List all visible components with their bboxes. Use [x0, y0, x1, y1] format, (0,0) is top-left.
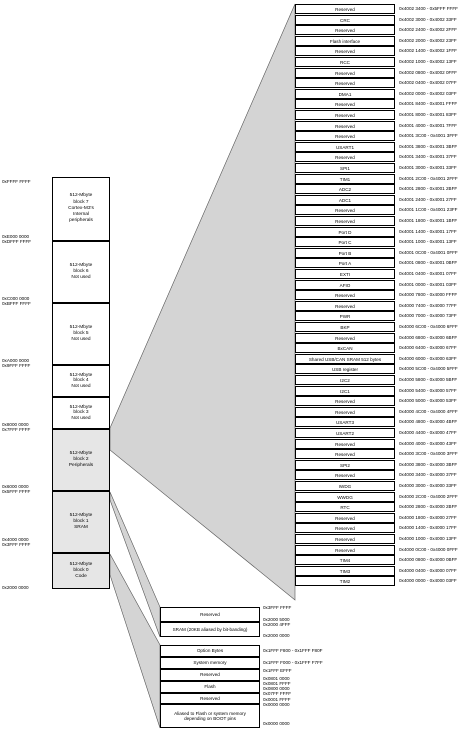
- peripheral-address-range: 0x4002 0000 - 0x4002 03FF: [399, 90, 457, 96]
- peripheral-register: Reserved: [295, 407, 395, 417]
- peripheral-address-range: 0x4000 1000 - 0x4000 13FF: [399, 536, 457, 541]
- peripheral-address-range: 0x4000 1800 - 0x4000 27FF: [399, 514, 457, 520]
- block-7: [52, 177, 110, 241]
- code-region-flash-label: Flash: [204, 684, 216, 690]
- peripheral-address-range: 0x4001 2400 - 0x4001 27FF: [399, 196, 457, 202]
- block-3-line-2: block 3: [73, 410, 89, 416]
- block-5-line-2: block 5: [73, 330, 89, 336]
- block-2-line-3: Peripherals: [68, 463, 94, 469]
- peripheral-address-range: 0x4000 2800 - 0x4000 2BFF: [399, 504, 458, 510]
- block-2-line-1: 512-Mbyte: [69, 450, 93, 456]
- peripheral-register: Reserved: [295, 131, 395, 141]
- block-1-line-2: block 1: [73, 518, 89, 524]
- block-3: [52, 397, 110, 429]
- code-address: 0x1FFF EFFF: [263, 668, 292, 673]
- code-region-flash: [160, 681, 260, 693]
- peripheral-address-range: 0x4000 0000 - 0x4000 03FF: [399, 578, 457, 584]
- code-address: 0x07FF FFFF: [263, 691, 292, 696]
- peripheral-address-range: 0x4000 3C00 - 0x4000 3FFF: [399, 451, 458, 457]
- peripheral-address-range: 0x4002 3000 - 0x4002 33FF: [399, 16, 457, 22]
- peripheral-address-range: 0x4002 2000 - 0x4002 23FF: [399, 37, 457, 43]
- peripheral-address-range: 0x4001 1400 - 0x4001 17FF: [399, 228, 457, 234]
- code-expansion-wedge: [110, 554, 160, 728]
- peripheral-address-range: 0x4002 2400 - 0x4002 2FFF: [399, 27, 457, 33]
- peripheral-address-range: 0x4000 1400 - 0x4000 17FF: [399, 525, 457, 531]
- boundary-address: 0x2000 0000: [2, 585, 29, 590]
- peripheral-register: I2C2: [295, 375, 395, 385]
- code-region-reserved-2-label: Reserved: [200, 672, 220, 678]
- code-region-reserved: [160, 607, 260, 622]
- block-4-line-1: 512-Mbyte: [69, 373, 93, 379]
- peripheral-register: RTC: [295, 502, 395, 512]
- code-region-aliased: [160, 704, 260, 728]
- peripheral-register: TIM3: [295, 566, 395, 576]
- peripheral-address-range: 0x4000 6C00 - 0x4000 6FFF: [399, 324, 458, 329]
- peripheral-register: Reserved: [295, 333, 395, 343]
- peripheral-address-range: 0x4001 0000 - 0x4001 03FF: [399, 281, 457, 287]
- block-4-line-3: Not used: [71, 383, 91, 389]
- peripheral-register: Reserved: [295, 301, 395, 311]
- peripheral-address-range: 0x4001 0800 - 0x4001 0BFF: [399, 260, 458, 266]
- peripheral-address-range: 0x4000 5C00 - 0x4000 5FFF: [399, 366, 458, 372]
- peripheral-register: AFIO: [295, 280, 395, 290]
- boundary-address: 0x8000 0000: [2, 422, 29, 427]
- code-address: 0x2000 0000: [263, 633, 290, 638]
- boundary-address: 0xC000 0000: [2, 296, 30, 301]
- peripheral-address-range: 0x4001 8000 - 0x4001 83FF: [399, 112, 457, 117]
- peripheral-expansion-wedge: [110, 4, 295, 600]
- peripheral-address-range: 0x4001 1800 - 0x4001 1BFF: [399, 218, 458, 223]
- code-address: 0x0801 FFFF: [263, 681, 291, 686]
- peripheral-address-range: 0x4000 3800 - 0x4000 3BFF: [399, 461, 458, 467]
- peripheral-register: Reserved: [295, 68, 395, 78]
- block-5-line-3: Not used: [71, 337, 91, 343]
- peripheral-address-range: 0x4001 0C00 - 0x4001 0FFF: [399, 249, 458, 255]
- peripheral-register: Reserved: [295, 449, 395, 459]
- peripheral-register: Reserved: [295, 25, 395, 35]
- boundary-address: 0x5FFF FFFF: [2, 489, 31, 494]
- peripheral-address-range: 0x4000 5000 - 0x4000 53FF: [399, 398, 457, 404]
- code-address: 0x0800 0000: [263, 686, 290, 691]
- code-address: 0x1FFF F800 - 0x1FFF F80F: [263, 648, 323, 653]
- block-7-line-5: peripherals: [69, 218, 93, 224]
- peripheral-register: Reserved: [295, 205, 395, 215]
- block-3-line-3: Not used: [71, 415, 91, 421]
- code-region-sram: [160, 622, 260, 637]
- peripheral-register: Reserved: [295, 545, 395, 555]
- peripheral-register: TIM1: [295, 174, 395, 184]
- peripheral-register: ADC1: [295, 195, 395, 205]
- peripheral-address-range: 0x4000 3000 - 0x4000 33FF: [399, 483, 457, 488]
- peripheral-address-range: 0x4001 1000 - 0x4001 13FF: [399, 239, 457, 245]
- code-region-reserved-label: Reserved: [200, 611, 220, 617]
- peripheral-address-range: 0x4001 3000 - 0x4001 33FF: [399, 165, 457, 170]
- block-6-line-1: 512-Mbyte: [69, 262, 93, 268]
- peripheral-register: Reserved: [295, 78, 395, 88]
- peripheral-address-range: 0x4000 0400 - 0x4000 07FF: [399, 567, 457, 573]
- code-region-option-bytes: [160, 645, 260, 657]
- code-region-reserved-3: [160, 693, 260, 704]
- block-7-line-4: Internal: [73, 212, 89, 218]
- code-address: 0x1FFF F000 - 0x1FFF F7FF: [263, 660, 323, 665]
- peripheral-address-range: 0x4000 6000 - 0x4000 63FF: [399, 355, 457, 361]
- peripheral-register: CRC: [295, 15, 395, 25]
- block-0-code: [52, 553, 110, 589]
- peripheral-register: USART3: [295, 417, 395, 427]
- peripheral-address-range: 0x4000 6800 - 0x4000 6BFF: [399, 334, 458, 340]
- code-region-aliased-line-1: Aliased to Flash or system memory: [174, 710, 246, 716]
- peripheral-address-range: 0x4000 4000 - 0x4000 43FF: [399, 440, 457, 446]
- peripheral-register: Shared USB/CAN SRAM 512 bytes: [295, 354, 395, 364]
- peripheral-register: Port C: [295, 237, 395, 247]
- code-region-sram-label: SRAM (20KB aliased by bit-banding): [172, 626, 248, 632]
- peripheral-address-range: 0x4000 4C00 - 0x4000 4FFF: [399, 408, 458, 414]
- peripheral-address-range: 0x4000 4400 - 0x4000 47FF: [399, 430, 457, 435]
- boundary-address: 0xFFFF FFFF: [2, 179, 31, 184]
- peripheral-address-range: 0x4000 3400 - 0x4000 37FF: [399, 472, 457, 478]
- peripheral-address-range: 0x4001 3800 - 0x4001 3BFF: [399, 143, 458, 149]
- block-4-line-2: block 4: [73, 378, 89, 384]
- block-5: [52, 303, 110, 365]
- boundary-address: 0x6000 0000: [2, 484, 29, 489]
- code-address: 0x0000 0000: [263, 721, 290, 726]
- block-3-line-1: 512-Mbyte: [69, 405, 93, 411]
- code-address: 0x0001 FFFF: [263, 697, 291, 702]
- peripheral-register: Reserved: [295, 4, 395, 14]
- peripheral-address-range: 0x4002 0800 - 0x4002 0FFF: [399, 69, 457, 75]
- block-4: [52, 365, 110, 397]
- boundary-address: 0x3FFF FFFF: [2, 542, 31, 547]
- peripheral-address-range: 0x4001 0400 - 0x4001 07FF: [399, 271, 457, 276]
- peripheral-register: BKP: [295, 322, 395, 332]
- peripheral-address-range: 0x4002 0400 - 0x4002 07FF: [399, 80, 457, 86]
- code-address: 0x0801 0000: [263, 676, 290, 681]
- boundary-address: 0x4000 0000: [2, 537, 29, 542]
- code-region-system-memory-label: System memory: [193, 660, 227, 666]
- peripheral-register: Reserved: [295, 470, 395, 480]
- peripheral-register: Reserved: [295, 99, 395, 109]
- block-0-line-1: 512-Mbyte: [69, 561, 93, 567]
- code-region-reserved-3-label: Reserved: [200, 695, 220, 701]
- peripheral-register: Reserved: [295, 523, 395, 533]
- code-address: 0x2000 4FFF: [263, 622, 291, 627]
- peripheral-address-range: 0x4002 1000 - 0x4002 13FF: [399, 59, 457, 64]
- code-address: 0x0000 0000: [263, 702, 290, 707]
- code-region-system-memory: [160, 657, 260, 669]
- block-6-line-3: Not used: [71, 275, 91, 281]
- peripheral-register: TIM4: [295, 555, 395, 565]
- block-6-line-2: block 6: [73, 268, 89, 274]
- peripheral-address-range: 0x4001 2C00 - 0x4001 2FFF: [399, 175, 458, 181]
- peripheral-register: PWR: [295, 311, 395, 321]
- peripheral-register: WWDG: [295, 492, 395, 502]
- peripheral-register: USART2: [295, 428, 395, 438]
- peripheral-register: Reserved: [295, 534, 395, 544]
- peripheral-address-range: 0x4002 3400 - 0x5FFF FFFF: [399, 6, 458, 11]
- block-0-line-2: block 0: [73, 567, 89, 573]
- block-1-line-3: SRAM: [74, 525, 88, 531]
- peripheral-register: Reserved: [295, 290, 395, 300]
- peripheral-address-range: 0x4000 5800 - 0x4000 5BFF: [399, 377, 458, 382]
- peripheral-address-range: 0x4001 1C00 - 0x4001 23FF: [399, 207, 458, 213]
- peripheral-register: I2C1: [295, 386, 395, 396]
- peripheral-register: ADC2: [295, 184, 395, 194]
- code-region-reserved-2: [160, 669, 260, 681]
- code-address: 0x3FFF FFFF: [263, 605, 292, 610]
- peripheral-register: Reserved: [295, 152, 395, 162]
- code-address: 0x2000 5000: [263, 617, 290, 622]
- block-7-line-1: 512-Mbyte: [69, 193, 93, 199]
- boundary-address: 0xBFFF FFFF: [2, 301, 31, 306]
- peripheral-address-range: 0x4001 3C00 - 0x4001 3FFF: [399, 133, 458, 139]
- boundary-address: 0x7FFF FFFF: [2, 427, 31, 432]
- peripheral-address-range: 0x4001 2800 - 0x4001 2BFF: [399, 186, 458, 192]
- peripheral-register: Reserved: [295, 110, 395, 120]
- peripheral-address-range: 0x4000 2C00 - 0x4000 2FFF: [399, 493, 458, 499]
- peripheral-address-range: 0x4000 7000 - 0x4000 73FF: [399, 313, 457, 319]
- peripheral-register: BxCAN: [295, 343, 395, 353]
- peripheral-register: SPI1: [295, 163, 395, 173]
- peripheral-register: TIM2: [295, 576, 395, 586]
- peripheral-address-range: 0x4000 0800 - 0x4000 0BFF: [399, 557, 458, 563]
- block-2-line-2: block 2: [73, 456, 89, 462]
- peripheral-register: USB register: [295, 364, 395, 374]
- peripheral-register: Port B: [295, 248, 395, 258]
- block-5-line-1: 512-Mbyte: [69, 324, 93, 330]
- peripheral-address-range: 0x4000 4800 - 0x4000 4BFF: [399, 419, 458, 425]
- peripheral-register: Port D: [295, 227, 395, 237]
- peripheral-register: Reserved: [295, 121, 395, 131]
- code-region-aliased-line-2: depending on BOOT pins: [184, 716, 236, 721]
- peripheral-register: IWDG: [295, 481, 395, 491]
- peripheral-address-range: 0x4000 5400 - 0x4000 57FF: [399, 387, 457, 393]
- peripheral-register: Reserved: [295, 439, 395, 449]
- block-7-line-2: block 7: [73, 199, 89, 205]
- boundary-address: 0x9FFF FFFF: [2, 363, 31, 368]
- peripheral-address-range: 0x4000 0C00 - 0x4000 0FFF: [399, 546, 458, 552]
- peripheral-register: Reserved: [295, 216, 395, 226]
- peripheral-address-range: 0x4001 3400 - 0x4001 37FF: [399, 154, 457, 160]
- block-2-peripherals: [52, 429, 110, 491]
- block-1-sram: [52, 491, 110, 553]
- peripheral-register: USART1: [295, 142, 395, 152]
- boundary-address: 0xE000 0000: [2, 234, 30, 239]
- peripheral-address-range: 0x4002 1400 - 0x4002 1FFF: [399, 48, 457, 54]
- peripheral-register: RCC: [295, 57, 395, 67]
- peripheral-register: EXTI: [295, 269, 395, 279]
- peripheral-address-range: 0x4001 4000 - 0x4001 7FFF: [399, 122, 457, 128]
- peripheral-address-range: 0x4001 8400 - 0x4001 FFFF: [399, 101, 458, 107]
- block-0-line-3: Code: [75, 574, 87, 580]
- peripheral-register: Reserved: [295, 513, 395, 523]
- peripheral-address-range: 0x4000 7800 - 0x4000 FFFF: [399, 292, 458, 298]
- peripheral-register: Reserved: [295, 396, 395, 406]
- peripheral-register: Flash interface: [295, 36, 395, 46]
- peripheral-address-range: 0x4000 6400 - 0x4000 67FF: [399, 345, 457, 351]
- peripheral-register: SPI2: [295, 460, 395, 470]
- block-6: [52, 241, 110, 303]
- code-region-option-bytes-label: Option Bytes: [196, 648, 224, 654]
- peripheral-address-range: 0x4000 7400 - 0x4000 77FF: [399, 302, 457, 308]
- peripheral-register: Port A: [295, 258, 395, 268]
- boundary-address: 0xDFFF FFFF: [2, 239, 32, 244]
- boundary-address: 0xA000 0000: [2, 358, 30, 363]
- peripheral-register: DMA1: [295, 89, 395, 99]
- block-7-line-3: Cortex-M3's: [68, 205, 94, 211]
- block-1-line-1: 512-Mbyte: [69, 512, 93, 518]
- peripheral-register: Reserved: [295, 46, 395, 56]
